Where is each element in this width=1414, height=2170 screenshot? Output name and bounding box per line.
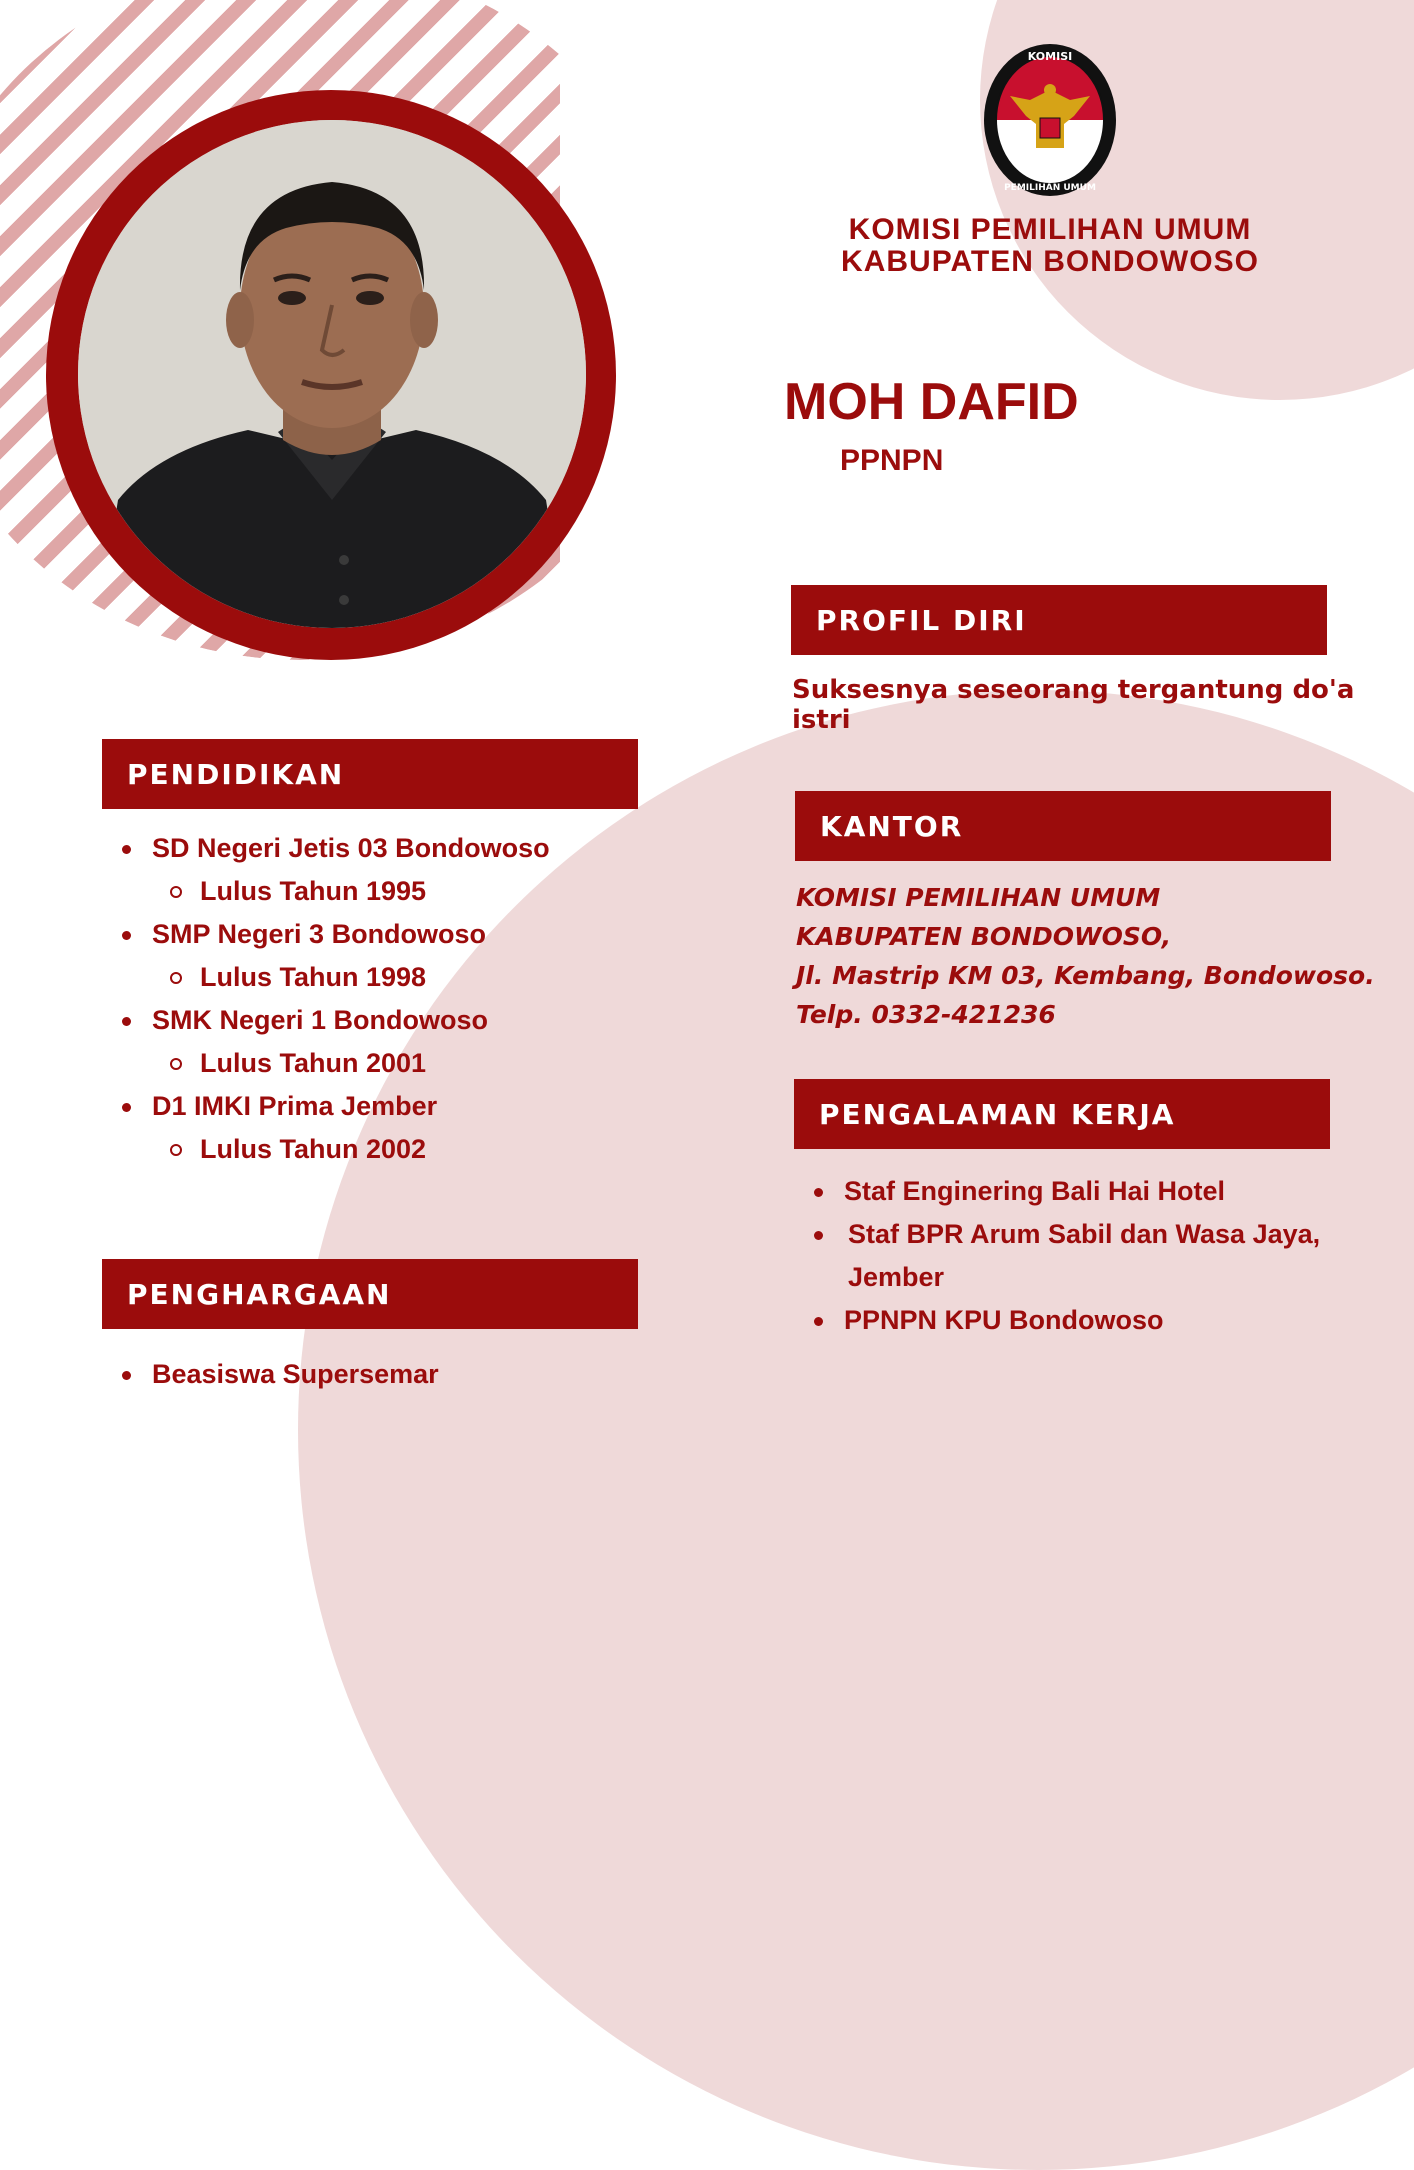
- list-item: D1 IMKI Prima Jember: [102, 1085, 662, 1128]
- list-item: SMP Negeri 3 Bondowoso: [102, 913, 662, 956]
- org-name-line2: KABUPATEN BONDOWOSO: [841, 245, 1259, 278]
- office-line: KABUPATEN BONDOWOSO,: [796, 922, 1172, 951]
- person-portrait: [78, 120, 586, 628]
- logo-bottom-text: PEMILIHAN UMUM: [1004, 183, 1096, 193]
- experience-list: [794, 1170, 1354, 1342]
- org-name-line1: KOMISI PEMILIHAN UMUM: [848, 213, 1252, 246]
- education-heading: PENDIDIKAN: [102, 739, 638, 809]
- awards-list: [102, 1353, 662, 1396]
- kpu-logo: [980, 40, 1120, 200]
- office-address: [796, 878, 1375, 1034]
- awards-heading: PENGHARGAAN: [102, 1259, 638, 1329]
- profile-photo: [78, 120, 586, 628]
- profile-text: Suksesnya seseorang tergantung do'a istri: [792, 675, 1355, 735]
- profile-heading: PROFIL DIRI: [791, 585, 1327, 655]
- sub-list-item: Lulus Tahun 2002: [102, 1128, 662, 1171]
- list-item: PPNPN KPU Bondowoso: [794, 1299, 1354, 1342]
- sub-list-item: Lulus Tahun 1995: [102, 870, 662, 913]
- list-item: Staf Enginering Bali Hai Hotel: [794, 1170, 1354, 1213]
- office-heading: KANTOR: [795, 791, 1331, 861]
- education-list: [102, 827, 662, 1171]
- list-item: SMK Negeri 1 Bondowoso: [102, 999, 662, 1042]
- person-name: MOH DAFID: [784, 373, 1079, 431]
- office-line: KOMISI PEMILIHAN UMUM: [796, 883, 1161, 912]
- experience-heading: PENGALAMAN KERJA: [794, 1079, 1330, 1149]
- sub-list-item: Lulus Tahun 1998: [102, 956, 662, 999]
- person-role: PPNPN: [840, 444, 944, 477]
- organization-name: [790, 214, 1310, 278]
- sub-list-item: Lulus Tahun 2001: [102, 1042, 662, 1085]
- list-item: Beasiswa Supersemar: [102, 1353, 662, 1396]
- list-item-continuation: Jember: [848, 1262, 945, 1292]
- list-item: SD Negeri Jetis 03 Bondowoso: [102, 827, 662, 870]
- office-line: Telp. 0332-421236: [796, 1000, 1056, 1029]
- list-item: Staf BPR Arum Sabil dan Wasa Jaya,: [794, 1213, 1354, 1256]
- office-line: Jl. Mastrip KM 03, Kembang, Bondowoso.: [796, 961, 1375, 990]
- logo-top-text: KOMISI: [1027, 50, 1073, 63]
